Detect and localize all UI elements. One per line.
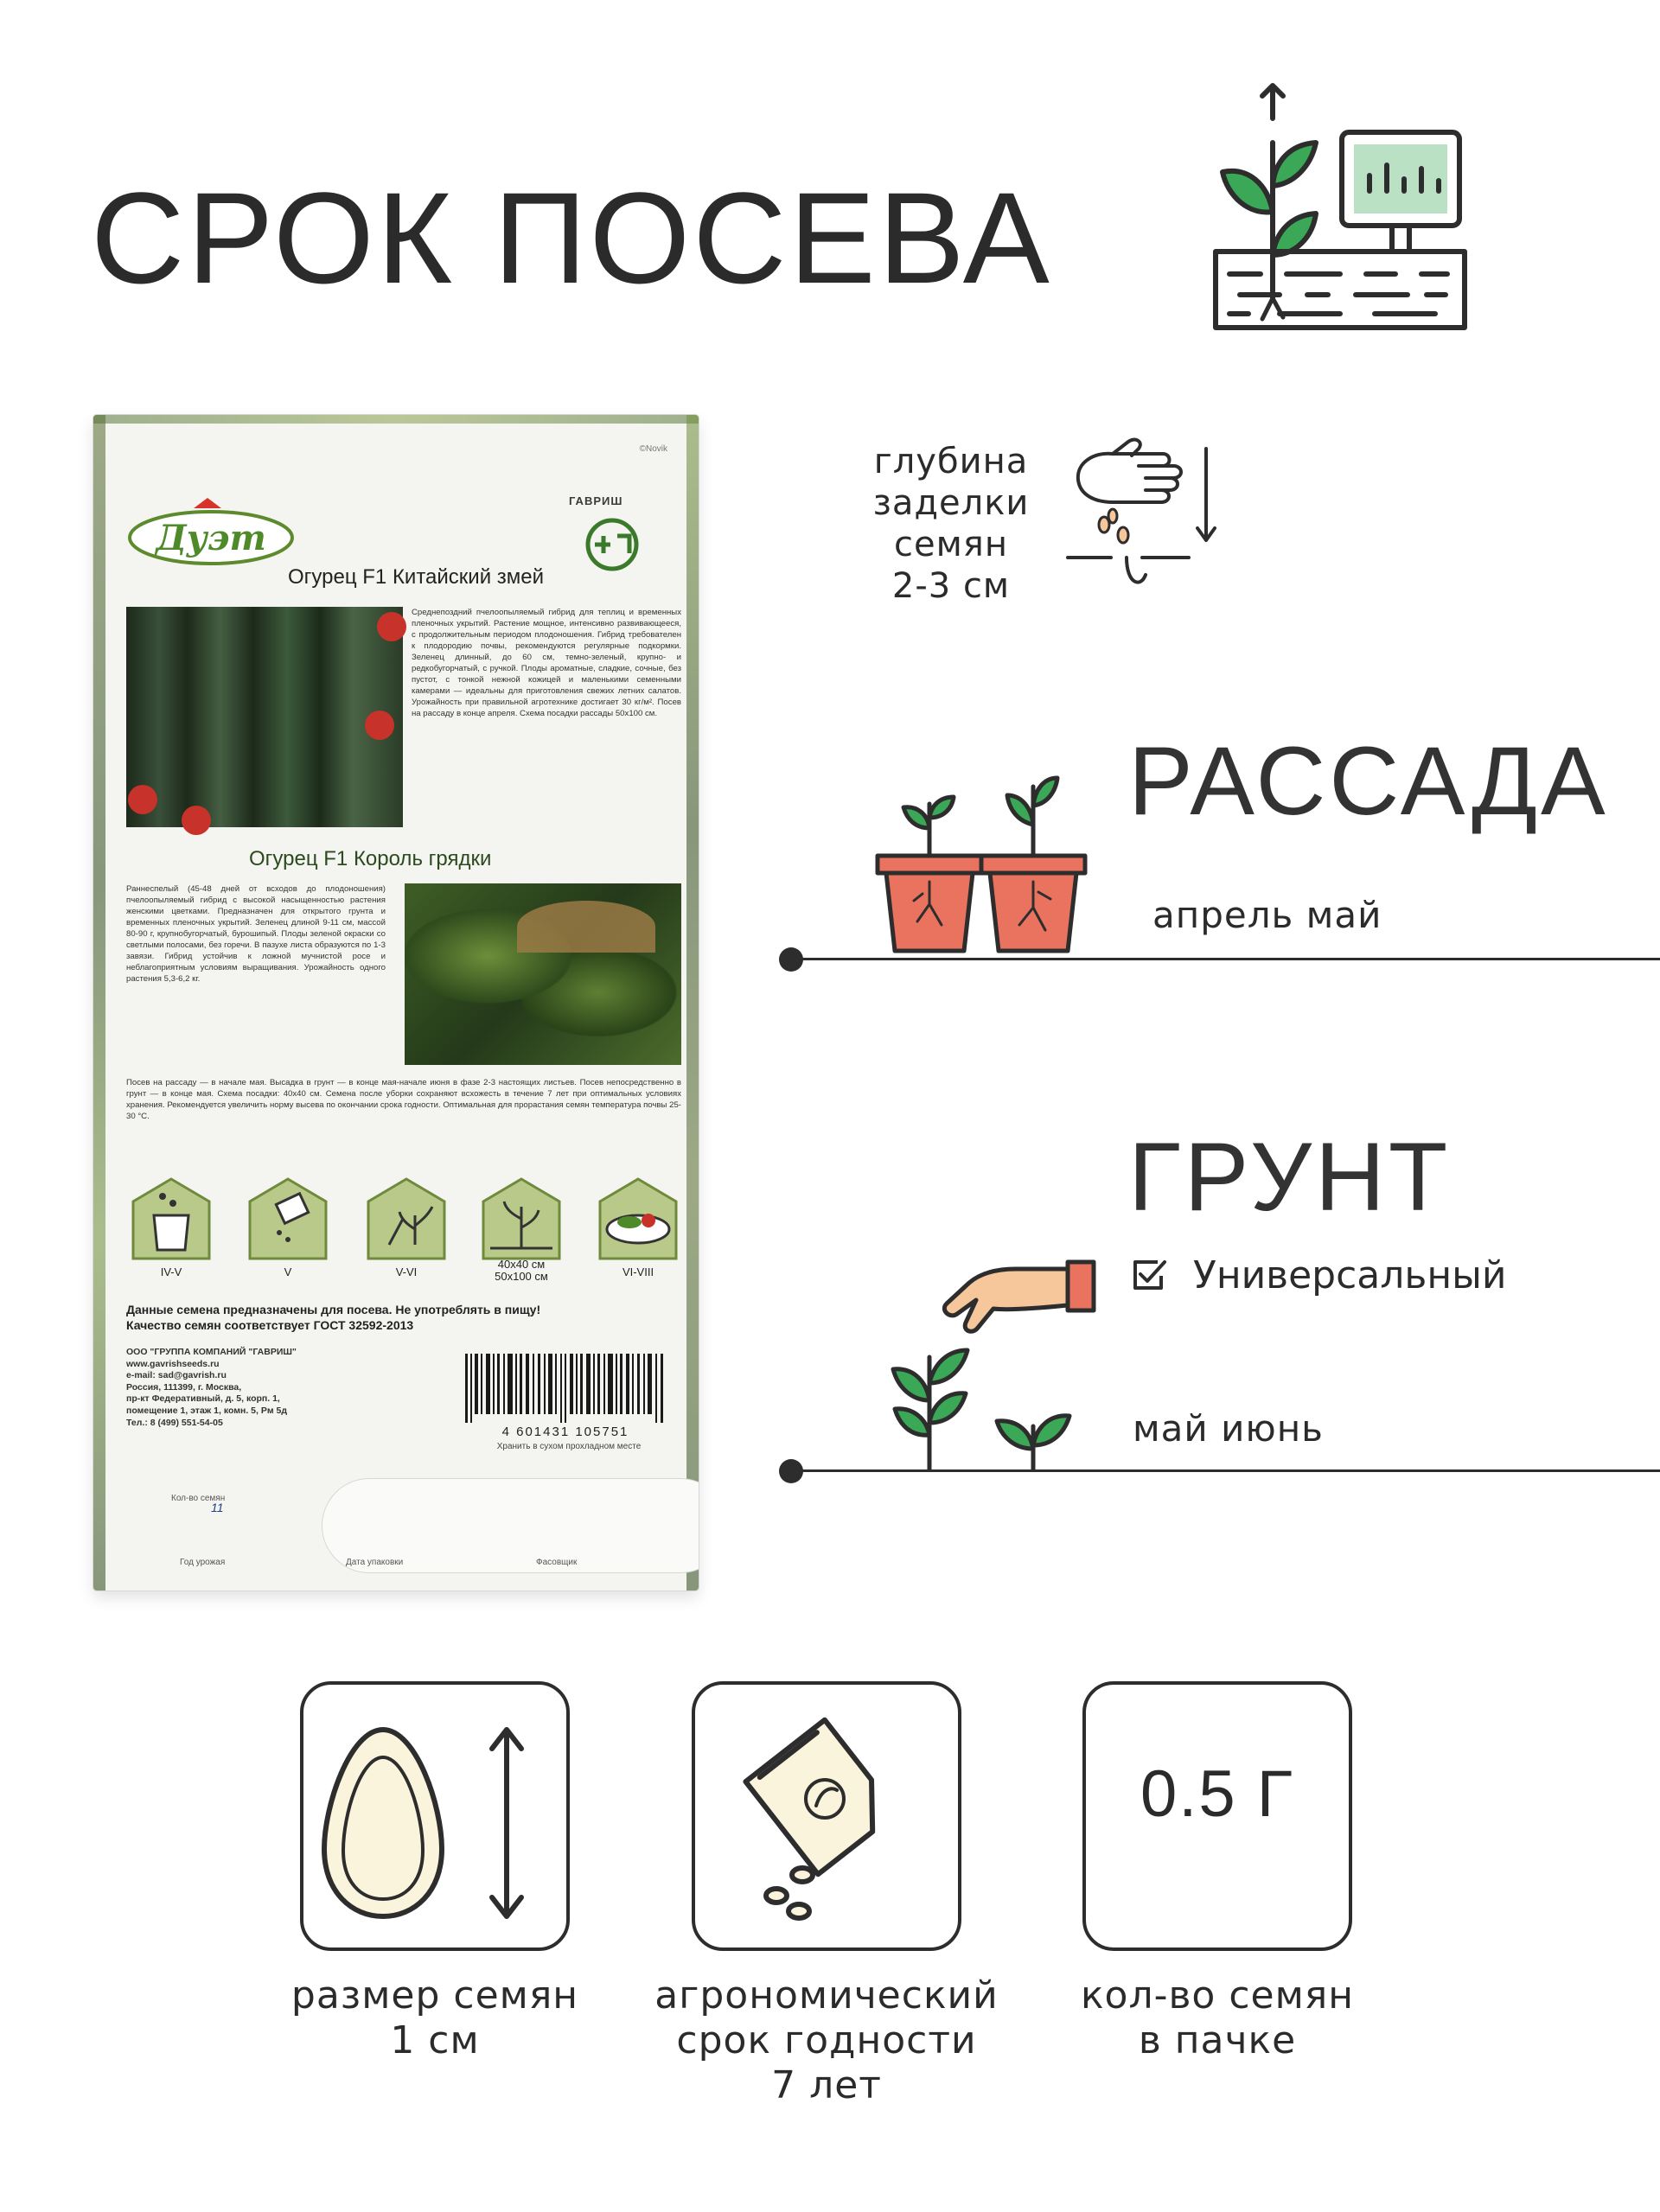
footer-packer: Фасовщик [536,1558,578,1567]
soil-type: Универсальный [1193,1253,1507,1297]
packet-edge [686,415,699,1590]
planting-icon [363,1176,450,1262]
seed-size-card [300,1681,570,1951]
seed-packet-icon [245,1176,331,1262]
ground-months: май июнь [1133,1407,1324,1450]
variety-1-name: Огурец F1 Китайский змей [288,565,545,589]
stage-label: VI-VIII [622,1265,654,1278]
company-line: e-mail: sad@gavrish.ru [126,1370,227,1381]
ground-timeline [791,1469,1660,1472]
company-line: www.gavrishseeds.ru [126,1358,220,1369]
company-line: Тел.: 8 (499) 551-54-05 [126,1417,223,1428]
footer-pack-date: Дата упаковки [346,1558,404,1567]
depth-line: заделки [872,483,1030,523]
packet-edge [93,415,105,1590]
stage-label: 40x40 см 50x100 см [495,1258,548,1283]
company-line: помещение 1, этаж 1, комн. 5, Рм 5д [126,1405,288,1416]
shelf-life-card [692,1681,961,1951]
tomato-shape [365,711,394,740]
stage-label: IV-V [160,1265,182,1278]
ground-heading: ГРУНТ [1128,1123,1452,1231]
depth-line: семян [894,525,1008,564]
tomato-shape [182,806,211,835]
harvest-icon [595,1176,681,1262]
brand-text: Дуэт [156,518,266,558]
caption-line: 7 лет [771,2063,882,2107]
seed-weight-value: 0.5 Г [1140,1757,1294,1831]
maker-name: ГАВРИШ [569,494,623,507]
company-line: ООО "ГРУППА КОМПАНИЙ "ГАВРИШ" [126,1347,297,1357]
duet-logo [124,493,297,571]
basket-shape [517,901,655,953]
caption-line: агрономический [654,1973,999,2018]
variety-2-description: Раннеспелый (45-48 дней от всходов до плодоношения) пчелоопыляемый гибрид с высокой насыщенностью растения женскими цветками. Предназначен для открытого грунта и временных пленочных укрытий. Зеленец длиной 9-11 см, массой 80-90 г, крупнобугорчатый, бурошипый. Плоды зеленой окраски со светлыми полосами, без горечи. В пазухе листа образуются по 1-3 завязи. Гибрид устойчив к ложной мучнистой росе и неблагоприятным условиям выращивания. Урожайность одного растения 5,3-6,2 кг. [126,884,386,984]
caption-line: кол-во семян [1080,1973,1355,2018]
caption-line: срок годности [676,2018,977,2062]
copyright: ©Novik [639,444,667,454]
seed-weight-caption [1018,1973,1416,2063]
depth-label [847,441,1055,607]
seed-count-value: 11 [211,1501,224,1514]
spacing-plant-icon [478,1176,565,1262]
depth-line: 2-3 см [891,566,1011,606]
seedlings-timeline [791,958,1660,960]
stage-label: V [284,1265,292,1278]
footer-harvest-year: Год урожая [180,1558,226,1567]
seed-count-label: Кол-во семян [171,1494,226,1503]
company-line: пр-кт Федеративный, д. 5, корп. 1, [126,1393,280,1405]
seed-bag-icon [695,1685,958,1947]
caption-line: в пачке [1138,2018,1297,2062]
seed-size-caption [236,1973,634,2063]
seedling-pots-icon [869,752,1102,964]
cucumber-photo-2 [405,883,681,1065]
gost-line: Качество семян соответствует ГОСТ 32592-2013 [126,1318,414,1332]
tomato-shape [377,612,406,641]
caption-line: 1 см [390,2018,480,2062]
company-line: Россия, 111399, г. Москва, [126,1381,242,1393]
packet-edge [93,415,699,424]
warning-text [126,1302,688,1333]
sowing-instructions: Посев на рассаду — в начале мая. Высадка в грунт — в конце мая-начале июня в фазе 2-3 настоящих листьев. Посев непосредственно в грунт — в конце мая. Схема посадки: 40x40 см. Семена после уборки сохраняют всхожесть в течение 7 лет при оптимальных условиях хранения. Рекомендуется увеличить норму высева по окончании срока годности. Оптимальная для прорастания семян температура почвы 25-30 °С. [126,1078,681,1121]
storage-note: Хранить в сухом прохладном месте [496,1442,642,1451]
tomato-shape [128,785,157,814]
depth-line: глубина [873,442,1029,481]
sowing-hand-icon [1059,428,1232,601]
seedlings-months: апрель май [1152,894,1382,936]
seedlings-heading: РАССАДА [1128,727,1609,835]
planting-hand-icon [886,1253,1107,1474]
page-title: СРОК ПОСЕВА [91,165,1052,310]
warning-line: Данные семена предназначены для посева. Не употреблять в пищу! [126,1303,541,1316]
barcode [465,1354,664,1423]
variety-1-description: Среднепоздний пчелоопыляемый гибрид для теплиц и временных пленочных укрытий. Растение мощное, интенсивно развивающееся, с продолжительным периодом плодоношения. Гибрид требователен к плодородию почвы, рекомендуются регулярные подкормки. Зеленец длинный, до 60 см, темно-зеленый, крупно- и редкобугорчатый, с ручкой. Плоды ароматные, сладкие, сочные, без пустот, с тонкой нежной кожицей и маленькими семенными камерами — идеальны для приготовления свежих летних салатов. Урожайность при правильной агротехнике достигает 30 кг/м². Посев на рассаду в конце апреля. Схема посадки рассады 50x100 см. [412,608,681,718]
seed-packet [93,415,699,1590]
shelf-life-caption [628,1973,1025,2108]
sowing-pot-icon [128,1176,214,1262]
stage-label: V-VI [395,1265,418,1278]
seed-size-icon [303,1685,566,1947]
plant-monitor-icon [1210,82,1470,333]
caption-line: размер семян [290,1973,579,2018]
gavrish-logo [560,496,664,574]
company-info [126,1347,403,1429]
checkbox-icon [1128,1255,1168,1295]
cucumber-photo-1 [126,607,403,827]
variety-2-name: Огурец F1 Король грядки [249,847,492,870]
growing-stage-icons [128,1176,681,1283]
barcode-number: 4 601431 105751 [501,1425,629,1439]
